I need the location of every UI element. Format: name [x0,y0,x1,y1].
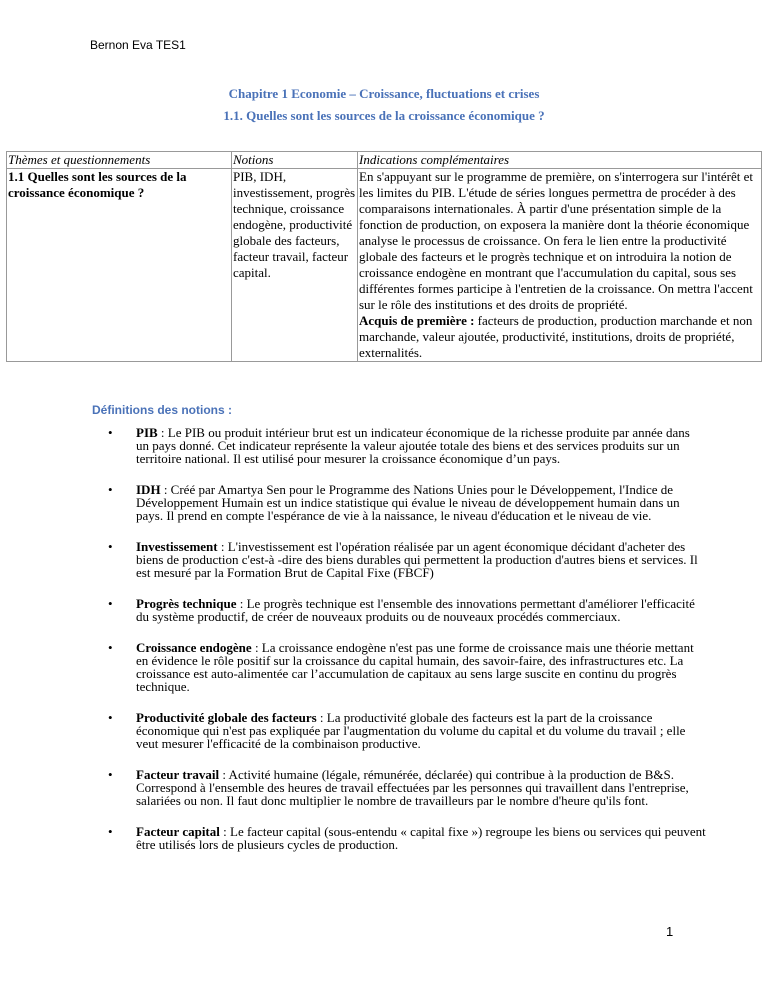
definition-term: Facteur capital [136,824,220,839]
definition-item-facteur-travail [136,768,706,807]
definition-term: PIB [136,425,158,440]
acquis-text: facteurs de production, production marchande et non marchande, valeur ajoutée, productivité, institutions, droits de propriété, externalités. [359,313,753,360]
page-number: 1 [666,924,674,939]
definition-text: : Le progrès technique est l'ensemble des innovations permettant d'améliorer l'efficacité du système productif, de créer de nouveaux produits ou de nouveaux procédés commerciaux. [136,596,695,624]
header-notions: Notions [232,152,358,169]
definition-text: : La productivité globale des facteurs est la part de la croissance économique qui n'est pas expliquée par l'augmentation du volume du capital et du volume du travail ; elle veut mesurer l'efficacité de la combinaison productive. [136,710,686,751]
header-themes: Thèmes et questionnements [7,152,232,169]
header-indications: Indications complémentaires [358,152,762,169]
definition-text: : Le facteur capital (sous-entendu « capital fixe ») regroupe les biens ou services qui peuvent être utilisés lors de plusieurs cycles de production. [136,824,706,852]
definition-term: Investissement [136,539,218,554]
definition-item-pib [136,426,706,465]
definition-item-facteur-capital [136,825,706,851]
definition-term: Productivité globale des facteurs [136,710,317,725]
program-table [6,151,762,362]
table-header-row [7,152,762,169]
definition-term: Facteur travail [136,767,220,782]
definition-item-croissance-endogene [136,641,706,693]
cell-notions: PIB, IDH, investissement, progrès technique, croissance endogène, productivité globale des facteurs, facteur travail, facteur capital. [232,169,358,362]
header-author: Bernon Eva TES1 [90,38,186,52]
indications-text: En s'appuyant sur le programme de première, on s'interrogera sur l'intérêt et les limites du PIB. L'étude de séries longues permettra de procéder à des comparaisons internationales. À partir d'une présentation simple de la fonction de production, on exposera la manière dont la théorie économique analyse le processus de croissance. On fera le lien entre la productivité globale des facteurs et le progrès technique et on introduira la notion de croissance endogène en montrant que l'accumulation du capital, sous ses différentes formes participe à l'entretien de la croissance. On mettra l'accent sur le rôle des institutions et des droits de propriété. [359,169,753,312]
definition-item-investissement [136,540,706,579]
definition-item-idh [136,483,706,522]
definition-text: : Activité humaine (légale, rémunérée, déclarée) qui contribue à la production de B&S. Correspond à l'ensemble des heures de travail effectuées par les personnes qui travaillent dans l'entreprise, salariées ou non. Il faut donc multiplier le nombre de travailleurs par le nombre d'heure qu'ils font. [136,767,689,808]
definitions-title: Définitions des notions : [92,403,232,417]
chapter-title: Chapitre 1 Economie – Croissance, fluctuations et crises [228,86,540,101]
definition-item-progres-technique [136,597,706,623]
definition-text: : La croissance endogène n'est pas une forme de croissance mais une théorie mettant en évidence le rôle positif sur la croissance du capital humain, des savoir-faire, des infrastructures etc. La croissance est auto-alimentée car l’accumulation de capitaux au sens large suscite en continu du progrès technique. [136,640,694,694]
cell-theme: 1.1 Quelles sont les sources de la croissance économique ? [7,169,232,362]
definition-text: : L'investissement est l'opération réalisée par un agent économique décidant d'acheter des biens de production c'est-à -dire des biens durables qui permettent la production d'autres biens et services. Il est mesuré par la Formation Brut de Capital Fixe (FBCF) [136,539,698,580]
acquis-label: Acquis de première : [359,313,475,328]
cell-indications [358,169,762,362]
definition-term: Croissance endogène [136,640,252,655]
definition-term: IDH [136,482,161,497]
definition-item-productivite [136,711,706,750]
section-title: 1.1. Quelles sont les sources de la croissance économique ? [223,108,545,123]
table-row [7,169,762,362]
definitions-list [108,426,706,869]
definition-text: : Le PIB ou produit intérieur brut est un indicateur économique de la richesse produite par année dans un pays donné. Cet indicateur représente la valeur ajoutée totale des biens et des services produits sur un territoire national. Il est utilisé pour mesurer la croissance économique d’un pays. [136,425,690,466]
definition-term: Progrès technique [136,596,237,611]
definition-text: : Créé par Amartya Sen pour le Programme des Nations Unies pour le Développement, l'Indice de Développement Humain est un indice statistique qui évalue le niveau de développement humain dans un pays. Il prend en compte l'espérance de vie à la naissance, le niveau d'éducation et le niveau de vie. [136,482,680,523]
